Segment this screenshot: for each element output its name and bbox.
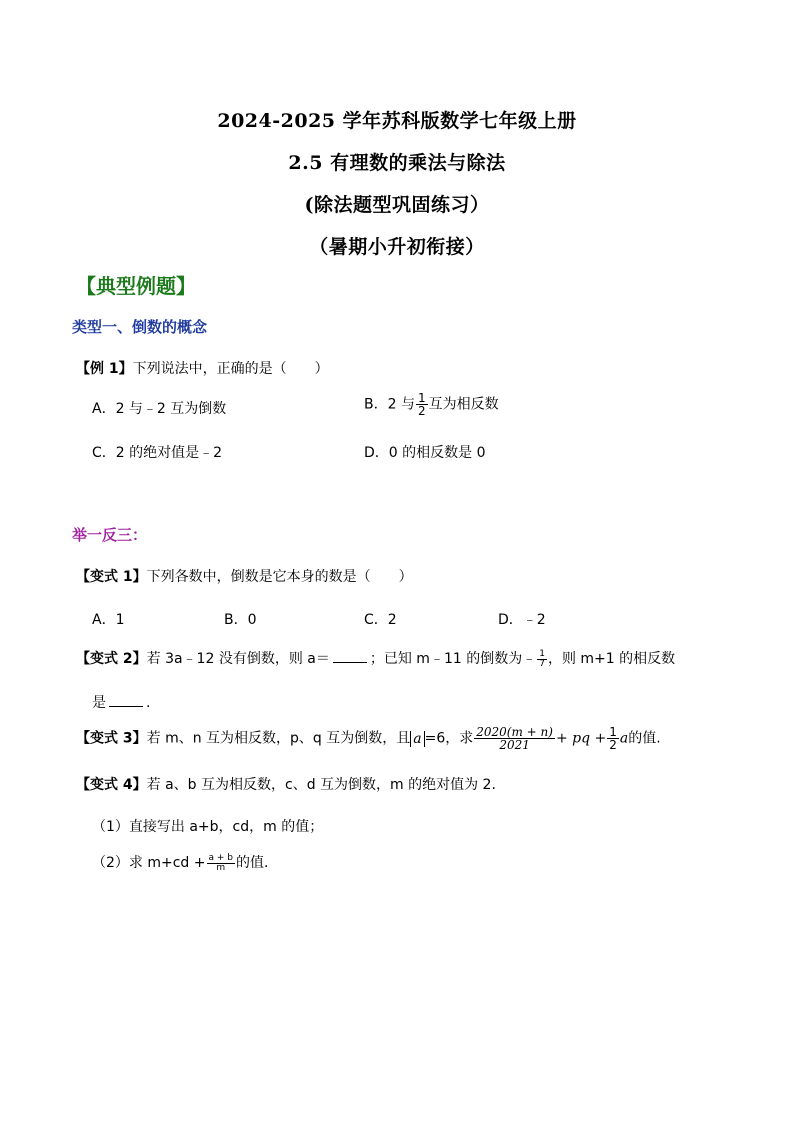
variant-2-text-a: 若 3a﹣12 没有倒数，则 a＝ [146,651,330,667]
variant-2-line-2-a: 是 [92,695,106,711]
variant-1-label: 【变式 1】 [76,569,147,585]
variant-1-option-a: A．1 [92,612,125,628]
fraction-denominator: 2 [609,738,617,752]
example-1-option-b [364,392,499,417]
variant-3-text-a: 若 m、n 互为相反数，p、q 互为倒数，且 [146,730,411,747]
example-1-label: 【例 1】 [76,361,133,377]
variant-4-question-1: （1）直接写出 a+b，cd，m 的值； [92,819,324,835]
example-1-text: 下列说法中，正确的是（ ） [132,361,329,377]
title-line-4: （暑期小升初衔接） [309,236,485,258]
variant-4-q2-suffix: 的值. [236,855,269,871]
variant-1-option-c: C．2 [364,612,397,628]
fraction-denominator: m [216,862,226,873]
fraction-numerator: 1 [539,648,545,659]
answer-blank-1 [333,648,367,663]
fraction-numerator: 1 [609,725,617,739]
title-line-2: 2.5 有理数的乘法与除法 [288,152,506,174]
variant-4-stem [76,774,496,794]
variant-3-var-a: a [619,730,629,747]
variant-3-stem [76,726,661,751]
variant-2-text-b: ；已知 m﹣11 的倒数为﹣ [369,651,537,667]
variant-3-text-c: 的值. [628,730,661,747]
example-1-option-a: A．2 与﹣2 互为倒数 [92,401,227,417]
option-b-prefix: B．2 与 [364,396,415,413]
variant-1-option-d: D．﹣2 [498,612,546,628]
title-line-3: (除法题型巩固练习） [304,194,490,216]
variant-1-stem [76,566,413,586]
section-heading: 【典型例题】 [76,274,196,298]
variant-3-fraction-2 [607,726,619,751]
variant-4-question-2 [92,852,268,873]
variant-4-text: 若 a、b 互为相反数，c、d 互为倒数，m 的绝对值为 2. [146,777,496,793]
variant-4-q2-prefix: （2）求 m+cd + [92,855,206,871]
fraction-numerator: 2020(m + n) [476,725,553,739]
fraction-numerator: 1 [417,391,426,405]
variant-3-mid: + pq + [555,730,607,747]
variant-3-label: 【变式 3】 [76,730,147,747]
variant-2-text-c: ，则 m+1 的相反数 [547,651,676,667]
answer-blank-2 [109,692,143,707]
variant-1-option-b: B．0 [224,612,257,628]
fraction-denominator: 7 [539,658,545,669]
abs-value-a: a [410,731,424,747]
option-b-suffix: 互为相反数 [428,396,499,413]
option-b-fraction [416,392,428,417]
example-1-option-d: D．0 的相反数是 0 [364,445,486,461]
variant-3-fraction-1 [474,726,555,751]
variant-2-label: 【变式 2】 [76,651,147,667]
fraction-denominator: 2 [417,404,426,418]
type-heading: 类型一、倒数的概念 [72,318,208,336]
title-line-1: 2024-2025 学年苏科版数学七年级上册 [217,110,577,132]
variant-4-label: 【变式 4】 [76,777,147,793]
variant-1-text: 下列各数中，倒数是它本身的数是（ ） [146,569,413,585]
fraction-numerator: a + b [208,852,233,863]
variant-2-line-2-b: . [146,695,151,711]
variant-2-fraction [537,650,547,669]
variant-3-text-b: =6，求 [424,730,474,747]
variant-2-line-1 [76,648,675,669]
variant-4-fraction [207,854,236,873]
practice-heading: 举一反三： [72,526,148,544]
example-1-option-c: C．2 的绝对值是﹣2 [92,445,223,461]
variant-2-line-2 [92,692,150,712]
example-1-stem [76,358,329,378]
fraction-denominator: 2021 [499,738,530,752]
